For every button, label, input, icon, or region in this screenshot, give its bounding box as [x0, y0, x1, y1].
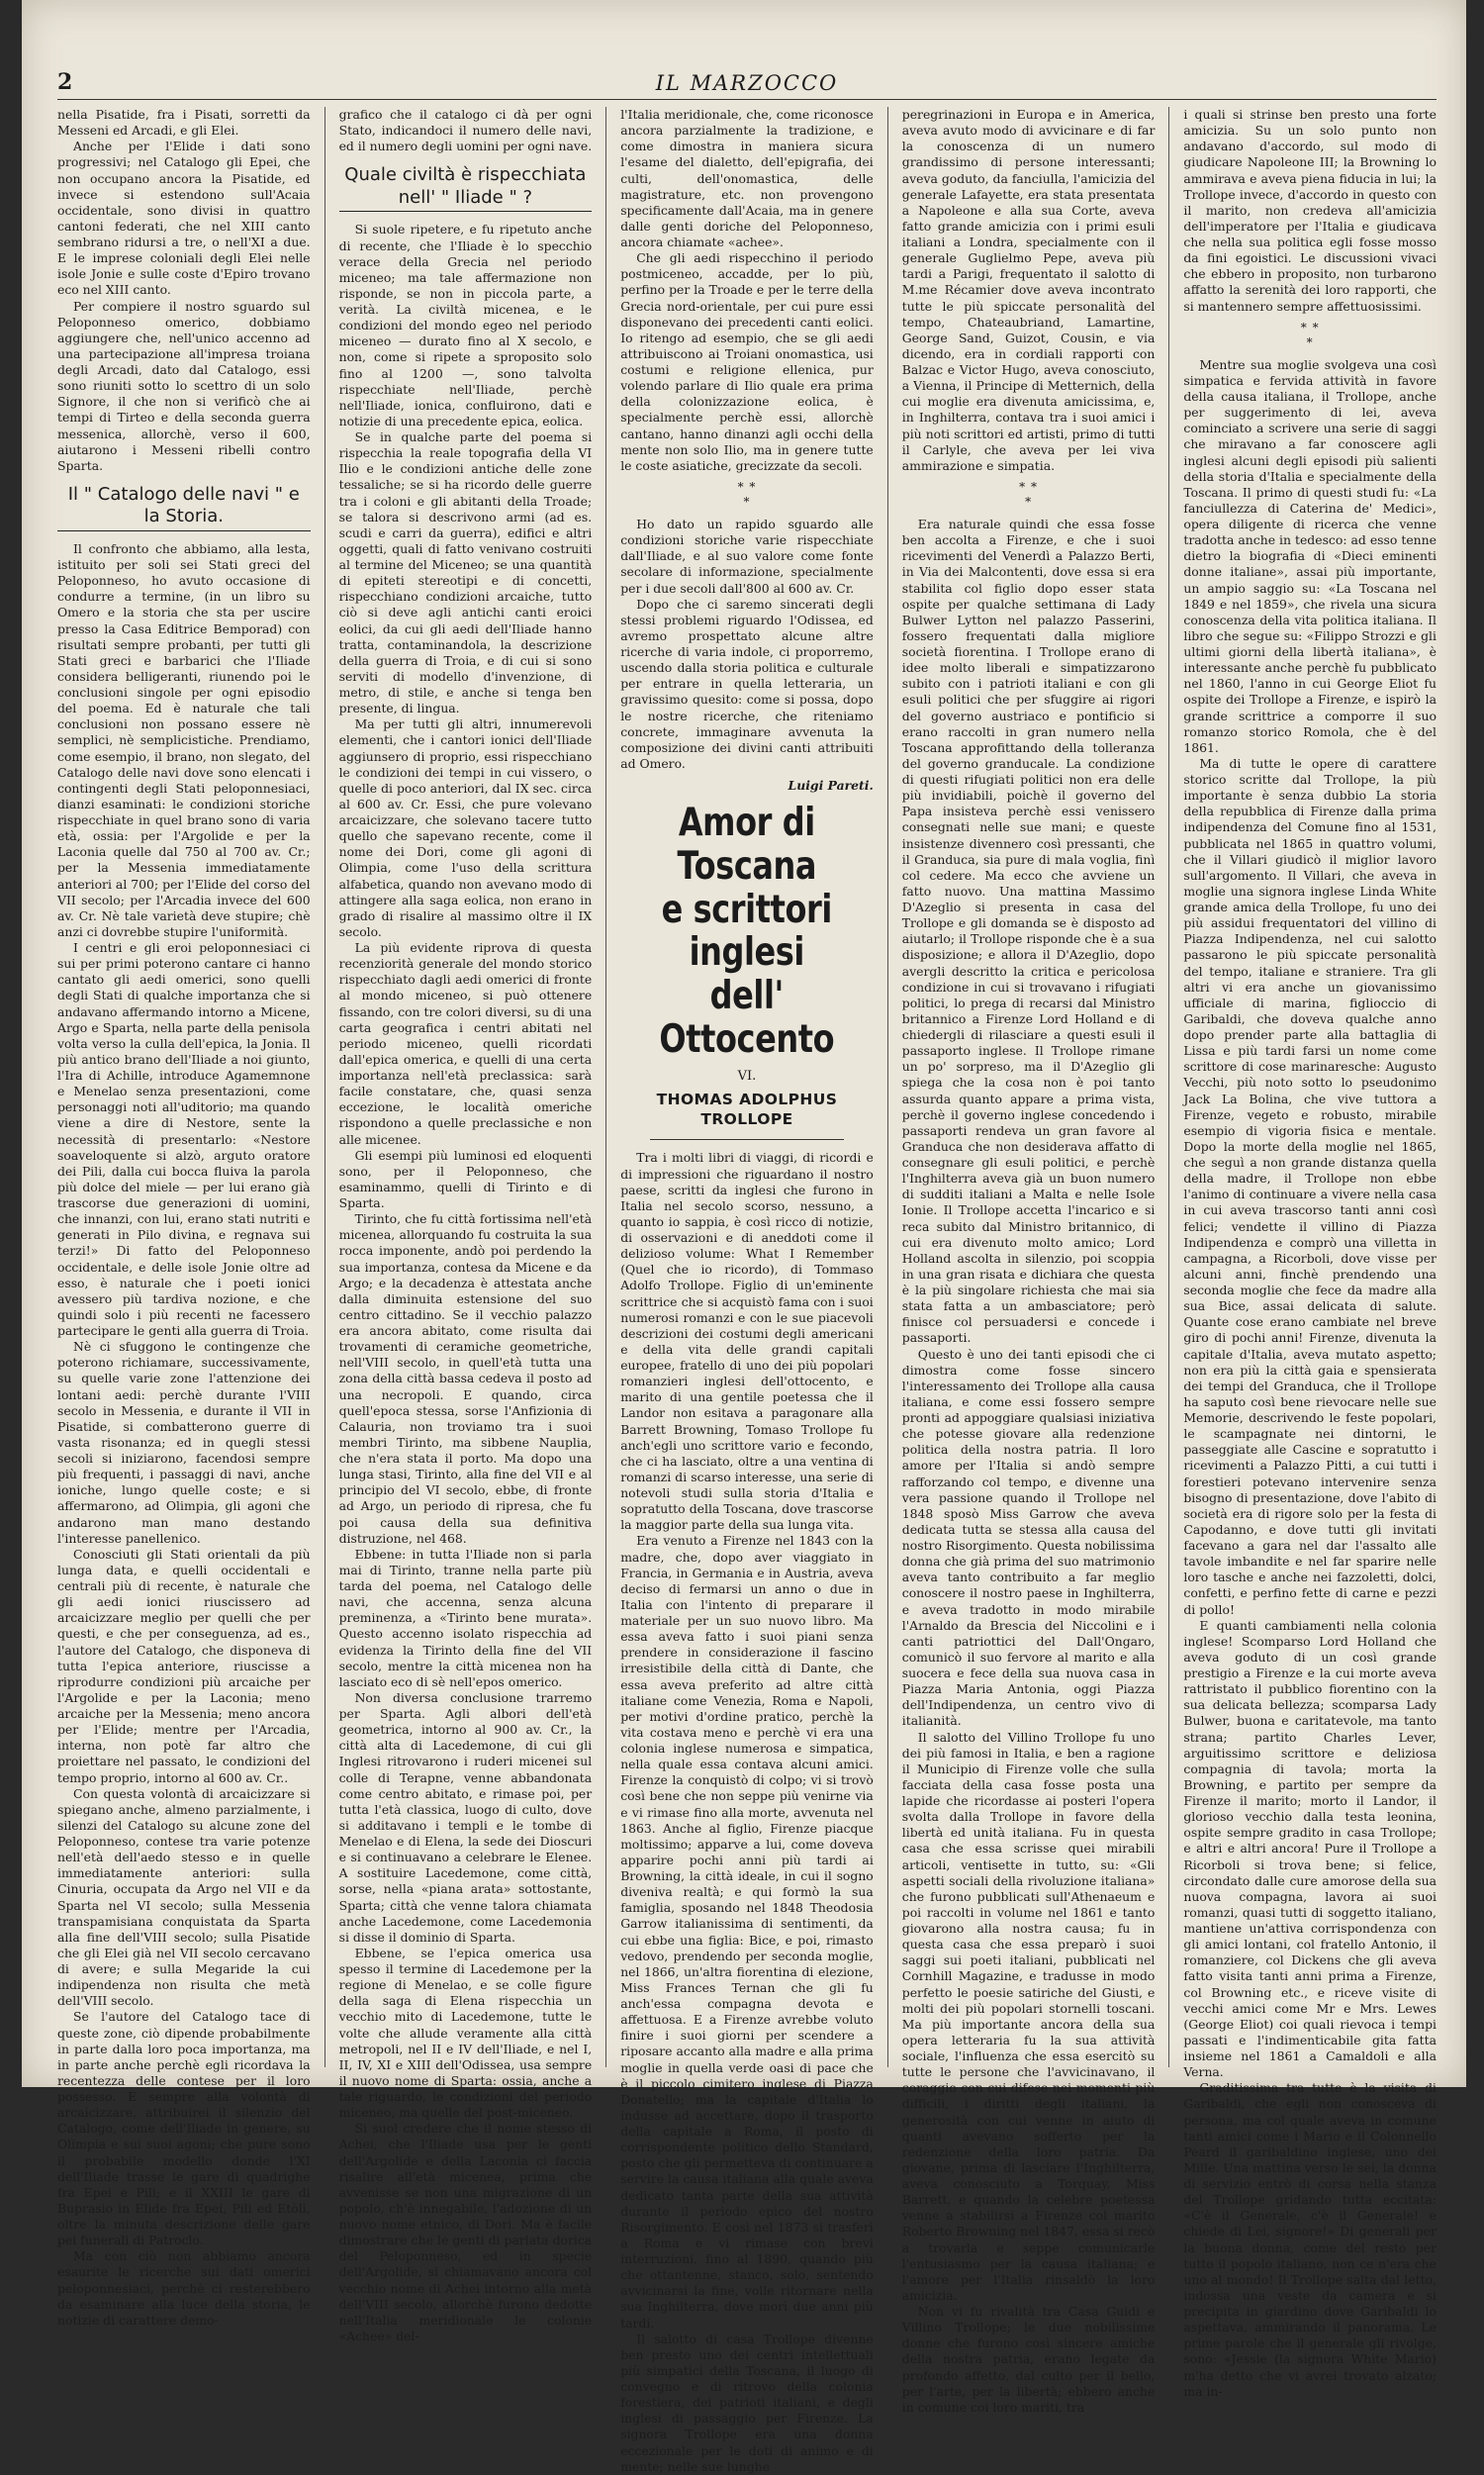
column-5: [1183, 107, 1437, 2399]
headline-line: Amor di Toscana: [677, 801, 817, 889]
paragraph: Ebbene: in tutta l'Iliade non si parla mai di Tirinto, tranne nella parte più tarda del poema, nel Catalogo delle navi, che accenna, senza alcuna preminenza, a «Tirinto bene murata». Questo accenno isolato rispecchia ad evidenza la Tirinto della fine del VII secolo, mentre la città micenea non ha lasciato eco di sè nell'epos omerico.: [338, 1546, 593, 1689]
paragraph: Questo è uno dei tanti episodi che ci dimostra come fosse sincero l'interessamento dei Trollope alla causa italiana, e come essi fossero sempre pronti ad appoggiare qualsiasi iniziativa che potesse giovare alla redenzione politica della nostra patria. Il loro amore per l'Italia si andò sempre rafforzando col tempo, e divenne una vera passione quando il Trollope nel 1848 sposò Miss Garrow che aveva dedicata tutta se stessa alla causa del nostro Risorgimento. Questa nobilissima donna che già prima del suo matrimonio aveva tanto contribuito a far meglio conoscere il nostro paese in Inghilterra, e aveva tradotto in modo mirabile l'Arnaldo da Brescia del Niccolini e i canti patriottici del Dall'Ongaro, comunicò il suo fervore al marito e alla suocera e fece della sua nuova casa in Piazza Maria Antonia, oggi Piazza dell'Indipendenza, un centro vivo di italianità.: [901, 1346, 1156, 1729]
paragraph: Ebbene, se l'epica omerica usa spesso il termine di Lacedemone per la regione di Menelao, e se colle figure della saga di Elena rispecchia un vecchio mito di Lacedemone, tutte le volte che allude veramente alla città metropoli, nel II e IV dell'Iliade, e nel I, II, IV, XI e XIII dell'Odissea, usa sempre il nuovo nome di Sparta: ossia, anche a tale riguardo, le condizioni del periodo miceneo, ma quelle del post-miceneo.: [338, 1945, 593, 2121]
section-heading: [339, 164, 593, 212]
headline-line: dell' Ottocento: [659, 973, 835, 1062]
paragraph: Ma con ciò non abbiamo ancora esaurite le ricerche sui dati omerici peloponnesiaci, perchè ci resterebbero da esaminare alla luce della storia, le notizie di carattere demo-: [57, 2248, 311, 2328]
section-separator-icon: * * *: [1300, 320, 1320, 350]
paragraph: Mentre sua moglie svolgeva una così simpatica e fervida attività in favore della causa italiana, il Trollope, anche per suggerimento di lei, aveva cominciato a scrivere una serie di saggi che miravano a far conoscere agli inglesi alcuni degli episodi più salienti della storia d'Italia e specialmente della Toscana. Il primo di questi studi fu: «La fanciullezza di Caterina de' Medici», opera diligente di ricerca che venne tradotta anche in tedesco: ad esso tenne dietro la biografia di «Dieci eminenti donne italiane», assai più importante, un ampio saggio su: «La Toscana nel 1849 e nel 1859», che rivela una sicura conoscenza della vita politica italiana. Il libro che segue su: «Filippo Strozzi e gli ultimi giorni della libertà italiana», è interessante anche perchè fu pubblicato nel 1860, l'anno in cui George Eliot fu ospite dei Trollope a Firenze, e ispirò la grande scrittrice a comporre il suo romanzo storico Romola, che è del 1861.: [1183, 356, 1437, 755]
paragraph: Il confronto che abbiamo, alla lesta, istituito per soli sei Stati greci del Peloponneso, ho avuto occasione di condurre a termine, (in un libro su Omero e la storia che sta per uscire presso la Casa Editrice Bemporad) con risultati sempre probanti, per tutti gli Stati greci e barbarici che l'Iliade considera belligeranti, riunendo poi le conclusioni singole per ogni episodio del poema. Ed è naturale che tali conclusioni non possano essere nè semplici, nè semplicistiche. Prendiamo, come esempio, il brano, non slegato, del Catalogo delle navi dove sono elencati i contingenti degli Stati peloponnesiaci, dianzi esaminati: le condizioni storiche rispecchiate in quel brano sono di varia età, ossia: per l'Argolide e per la Laconia quelle dal 750 al 700 av. Cr.; per la Messenia immediatamente anteriori al 700; per l'Elide del corso del VII secolo; per l'Arcadia invece del 600 av. Cr. Nè tale varietà deve stupire; chè anzi ci dovrebbe stupire l'uniformità.: [57, 540, 311, 939]
newspaper-title: IL MARZOCCO: [655, 71, 839, 95]
article-columns: [57, 107, 1437, 2474]
paragraph: i quali si strinse ben presto una forte amicizia. Su un solo punto non andavano d'accordo, sul modo di giudicare Napoleone III; la Browning lo ammirava e aveva piena fiducia in lui; la Trollope invece, d'accordo in questo con il marito, non credeva all'amicizia dell'imperatore per l'Italia e giudicava che nella sua politica egli fosse mosso da fini egoistici. Le discussioni vivaci che ebbero in proposito, non turbarono affatto la serenità dei loro rapporti, che si mantennero sempre affettuosissimi.: [1183, 107, 1437, 314]
column-divider: [1168, 107, 1169, 2067]
paragraph: Se l'autore del Catalogo tace di queste zone, ciò dipende probabilmente in parte dalla loro poca importanza, ma in parte anche perchè egli ricordava la recentezza delle contese per il loro possesso. E sempre alla volontà di arcaicizzare, attribuirei il silenzio del Catalogo, come dell'Iliade in genere, su Olimpia e sui suoi agoni; che pure sono il probabile modello donde l'XI dell'Iliade trasse le gare di quadrighe fra Epei e Pili; e il XXIII le gare di Buprasio in Elide fra Epei, Pili ed Etòli, oltre la minuta descrizione delle gare pei funerali di Patroclo.: [57, 2009, 311, 2248]
paragraph: nella Pisatide, fra i Pisati, sorretti da Messeni ed Arcadi, e gli Elei.: [57, 107, 311, 139]
paragraph: Anche per l'Elide i dati sono progressivi; nel Catalogo gli Epei, che non occupano ancora la Pisatide, ed invece si estendono sull'Acaia occidentale, sono divisi in quattro cantoni federati, che nel XIII canto sembrano ridursi a tre, o nell'XI a due. E le imprese coloniali degli Elei nelle isole Jonie e sulle coste d'Epiro trovano eco nel XIII canto.: [57, 139, 311, 298]
column-3: [620, 107, 874, 2474]
headline-line: e scrittori inglesi: [661, 887, 833, 976]
paragraph: Che gli aedi rispecchino il periodo postmiceneo, accadde, per lo più, perfino per la Troade e per le terre della Grecia nord-orientale, per cui pure essi disponevano dei precedenti canti eolici. Io ritengo ad esempio, che se gli aedi attribuiscono ai Troiani onomastica, usi costumi e religione ellenica, pur volendo parlare di Ilio quale era prima della colonizzazione eolica, è specialmente perchè essi, allorchè cantano, hanno dinanzi agli occhi della mente non solo Ilio, ma in genere tutte le coste asiatiche, grecizzate da secoli.: [620, 250, 874, 473]
paragraph: Il salotto del Villino Trollope fu uno dei più famosi in Italia, e ben a ragione il Municipio di Firenze volle che sulla facciata della casa fosse posta una lapide che ricordasse ai posteri l'opera svolta dalla Trollope in favore della libertà ed unità italiana. Fu in questa casa che essa scrisse quei mirabili articoli, ventisette in tutto, su: «Gli aspetti sociali della rivoluzione italiana» che furono pubblicati sull'Athenaeum e poi raccolti in volume nel 1861 e tanto giovarono alla nostra causa; fu in questa casa che essa preparò i suoi saggi sui poeti italiani, pubblicati nel Cornhill Magazine, e tradusse in modo perfetto le poesie satiriche del Giusti, e molti dei più popolari stornelli toscani. Ma più importante ancora della sua opera letteraria fu la sua attività sociale, l'influenza che essa esercitò su tutte le persone che l'avvicinavano, il coraggio con cui difese nei momenti più difficili, i diritti degli italiani, la generosità con cui venne in aiuto di quanti avevano sofferto per la redenzione della loro patria. Da giovane, prima di lasciare l'Inghilterra, aveva conosciuto a Torquay, Miss Barrett, e quando la celebre poetessa venne a stabilirsi a Firenze col marito Roberto Browning nel 1847, essa si recò a trovarla e seppe comunicarle l'entusiasmo per la causa italiana; e l'amore per l'Italia rinsaldò la loro amicizia.: [901, 1729, 1156, 2303]
paragraph: Gli esempi più luminosi ed eloquenti sono, per il Peloponneso, che esaminammo, quelli di Tirinto e di Sparta.: [338, 1147, 593, 1210]
column-2: [338, 107, 593, 2343]
paragraph: Ho dato un rapido sguardo alle condizioni storiche varie rispecchiate dall'Iliade, e al suo valore come fonte secolare di informazione, specialmente per i due secoli dall'800 al 600 av. Cr.: [620, 517, 874, 596]
section-separator-icon: * * *: [737, 479, 757, 510]
paragraph: Tirinto, che fu città fortissima nell'età micenea, allorquando fu costruita la sua rocca imponente, andò poi perdendo la sua importanza, contesa da Micene e da Argo; e la decadenza è attestata anche dalla diminuita estensione del suo centro cittadino. Se il vecchio palazzo era ancora abitato, come risulta dai trovamenti di ceramiche geometriche, nell'VIII secolo, in quell'età tutta una zona della città bassa cedeva il posto ad una necropoli. E quando, circa quell'epoca stessa, sorse l'Anfizionia di Calauria, non troviamo tra i suoi membri Tirinto, ma sibbene Nauplia, che n'era stata il porto. Ma dopo una lunga stasi, Tirinto, alla fine del VII e al principio del VI secolo, ebbe, di fronte ad Argo, un periodo di ripresa, che fu poi causa della sua definitiva distruzione, nel 468.: [338, 1211, 593, 1546]
paragraph: Tra i molti libri di viaggi, di ricordi e di impressioni che riguardano il nostro paese, scritti da inglesi che furono in Italia nel secolo scorso, nessuno, a quanto io sappia, è così ricco di notizie, di osservazioni e di aneddoti come il delizioso volume: What I Remember (Quel che io ricordo), di Tommaso Adolfo Trollope. Figlio di un'eminente scrittrice che si acquistò fama con i suoi numerosi romanzi e con le sue piacevoli descrizioni dei costumi degli americani e della vita delle grandi capitali europee, fratello di uno dei più popolari romanzieri inglesi dell'ottocento, e marito di una gentile poetessa che il Landor non esitava a paragonare alla Barrett Browning, Tomaso Trollope fu anch'egli uno scrittore vario e fecondo, che ci ha lasciato, oltre a una ventina di romanzi di scarso interesse, una serie di notevoli studi sulla storia d'Italia e sopratutto della Toscana, dove trascorse la maggior parte della sua lunga vita.: [620, 1150, 874, 1533]
paragraph: Era venuto a Firenze nel 1843 con la madre, che, dopo aver viaggiato in Francia, in Germania e in Austria, aveva deciso di fermarsi un anno o due in Italia con l'intento di preparare il materiale per un suo nuovo libro. Ma essa aveva fatto i suoi piani senza prendere in considerazione il fascino irresistibile della città di Dante, che essa aveva preferito ad altre città italiane come Venezia, Roma e Napoli, per motivi d'ordine pratico, perchè la vita costava meno e perchè vi era una colonia inglese numerosa e simpatica, nella quale essa contava alcuni amici. Firenze la conquistò di colpo; vi si trovò così bene che non seppe più venirne via e vi rimase fino alla morte, avvenuta nel 1863. Anche al figlio, Firenze piacque moltissimo; apparve a lui, come doveva apparire pochi anni più tardi ai Browning, la città ideale, in cui il sogno diveniva realtà; e qui formò la sua famiglia, sposando nel 1848 Theodosia Garrow italianissima di sentimenti, da cui ebbe una figlia: Bice, e poi, rimasto vedovo, prendendo per seconda moglie, nel 1866, un'altra fiorentina di elezione, Miss Frances Ternan che gli fu anch'essa compagna devota e affettuosa. E a Firenze avrebbe voluto finire i suoi giorni per scendere a riposare accanto alla madre e alla prima moglie in quella verde oasi di pace che è il piccolo cimitero inglese di Piazza Donatello; ma la capitale d'Italia lo indusse ad accettare, dopo il trasporto della capitale a Roma, il posto di corrispondente politico dello Standard, posto che gli permetteva di continuare a servire la causa italiana alla quale aveva dedicato tanta parte della sua attività durante il periodo epico del nostro Risorgimento. E così nel 1873 si trasferì a Roma e vi rimase con brevi interruzioni, fino al 1890, quando più che ottantenne, stanco, solo, sentendo avvicinarsi la fine, volle ritornare nella sua Inghilterra, dove morì due anni più tardi.: [620, 1533, 874, 2331]
paragraph: Ma per tutti gli altri, innumerevoli elementi, che i cantori ionici dell'Iliade aggiunsero di proprio, essi rispecchiano le condizioni dei tempi in cui vissero, o quelle di poco anteriori, dal IX sec. circa al 600 av. Cr. Essi, che pure volevano arcaicizzare, che solevano tacere tutto quello che sapevano recente, come il nome dei Dori, come gli agoni di Olimpia, come l'uso della scrittura alfabetica, quando non avevano modo di attingere alla saga eolica, non erano in grado di risalire al massimo oltre il IX secolo.: [338, 716, 593, 939]
section-heading-text: Quale civiltà è rispecchiata nell' " Iliade " ?: [339, 164, 593, 212]
column-divider: [887, 107, 888, 2067]
headline-rule: [650, 1139, 844, 1140]
paragraph: Si suole ripetere, e fu ripetuto anche di recente, che l'Iliade è lo specchio verace della Grecia nel periodo miceneo; ma tale affermazione non risponde, se non in piccola parte, a verità. La civiltà micenea, e le condizioni del mondo egeo nel periodo miceneo — durato fino al X secolo, e non, come si ripete a sproposito solo fino al 1200 —, sono talvolta rispecchiate nell'Iliade, perchè nell'Iliade, ionica, confluirono, dati e notizie di una precedente epica, eolica.: [338, 222, 593, 428]
paragraph: Conosciuti gli Stati orientali da più lunga data, e quelli occidentali e centrali più di recente, è naturale che gli aedi ionici riuscissero ad arcaicizzare meglio per quelli che per questi, e che per conseguenza, ad es., l'autore del Catalogo, che disponeva di tutta l'epica anteriore, riuscisse a riprodurre condizioni più arcaiche per l'Argolide e per la Laconia; meno arcaiche per la Messenia; meno ancora per l'Elide; mentre per l'Arcadia, interna, non potè far altro che proiettare nel passato, le condizioni del tempo proprio, intorno al 600 av. Cr..: [57, 1546, 311, 1785]
paragraph: Ma di tutte le opere di carattere storico scritte dal Trollope, la più importante è senza dubbio La storia della repubblica di Firenze dalla prima indipendenza del Comune fino al 1531, pubblicata nel 1865 in quattro volumi, che il Villari giudicò il miglior lavoro sull'argomento. Il Villari, che aveva in moglie una signora inglese Linda White grande amica della Trollope, fu uno dei più assidui frequentatori del villino di Piazza Indipendenza, nel cui salotto passarono le più spiccate personalità del tempo, italiane e straniere. Tra gli altri vi era anche un giovanissimo ufficiale di marina, figlioccio di Garibaldi, che doveva qualche anno dopo prender parte alla battaglia di Lissa e più tardi farsi un nome come scrittore di cose marinaresche: Augusto Vecchi, più noto sotto lo pseudonimo Jack La Bolina, che vive tuttora a Firenze, vegeto e robusto, mirabile esempio di vigoria fisica e mentale. Dopo la morte della moglie nel 1865, che seguì a non grande distanza quella della madre, il Trollope non ebbe l'animo di continuare a vivere nella casa in cui aveva trascorso tanti anni così felici; vendette il villino di Piazza Indipendenza e comprò una villetta in campagna, a Ricorboli, dove visse per alcuni anni, finchè prendendo una seconda moglie che fece da madre alla sua Bice, assai delicata di salute. Quante cose erano cambiate nel breve giro di pochi anni! Firenze, divenuta la capitale d'Italia, aveva mutato aspetto; non era più la città gaia e spensierata dei tempi del Granduca, che il Trollope ha saputo così bene rievocare nelle sue Memorie, descrivendo le feste popolari, le scampagnate nei dintorni, le passeggiate alle Cascine e sopratutto i ricevimenti a Palazzo Pitti, a cui tutti i forestieri potevano intervenire senza bisogno di presentazione, dove l'abito di società era di rigore solo per la festa di Capodanno, e dove tutti gli invitati facevano a gara nel dar l'assalto alle tavole imbandite e nel far sparire nelle loro tasche e anche nei fazzoletti, dolci, confetti, e perfino fette di carne e pezzi di pollo!: [1183, 755, 1437, 1617]
paragraph: Non diversa conclusione trarremo per Sparta. Agli albori dell'età geometrica, intorno al 900 av. Cr., la città alta di Lacedemone, di cui gli Inglesi ritrovarono i ruderi micenei sul colle di Terapne, venne abbandonata come centro abitato, e rimase poi, per tutta l'età classica, luogo di culto, dove si additavano i templi e le tombe di Menelao e di Elena, la sede dei Dioscuri e si continuavano a celebrare le Elenee. A sostituire Lacedemone, come città, sorse, nella «piana arata» sottostante, Sparta; città che venne talora chiamata anche Lacedemone, come Lacedemonia si disse il dominio di Sparta.: [338, 1689, 593, 1945]
section-heading: [57, 484, 311, 531]
newspaper-page: [22, 0, 1466, 2474]
paragraph: Con questa volontà di arcaicizzare si spiegano anche, almeno parzialmente, i silenzi del Catalogo su alcune zone del Peloponneso, contese tra varie potenze nell'età dell'aedo stesso e in quelle immediatamente anteriori: sulla Cinuria, occupata da Argo nel VII e da Sparta nel VI secolo; sulla Messenia transpamisiana conquistata da Sparta alla fine dell'VIII secolo; sulla Pisatide che gli Elei già nel VII secolo cercavano di avere; e sulla Megaride la cui indipendenza non risulta che metà dell'VIII secolo.: [57, 1785, 311, 2009]
author-signature: Luigi Pareti.: [788, 778, 874, 794]
paragraph: l'Italia meridionale, che, come riconosce ancora parzialmente la tradizione, e come dimostra in maniera sicura l'esame del dialetto, dell'epigrafia, dei culti, dell'onomastica, delle magistrature, etc. non provengono specificamente dall'Acaia, ma in genere dalle genti doriche del Peloponneso, ancora chiamate «achee».: [620, 107, 874, 249]
paragraph: Era naturale quindi che essa fosse ben accolta a Firenze, e che i suoi ricevimenti del Venerdì a Palazzo Berti, in Via dei Malcontenti, dove essa si era stabilita col figlio dopo esser stata ospite per qualche settimana di Lady Bulwer Lytton nel palazzo Passerini, fossero frequentati dalla migliore società fiorentina. I Trollope erano di idee molto liberali e simpatizzarono subito con i patrioti italiani e con gli esuli politici che per sfuggire ai rigori del governo austriaco e pontificio si erano raccolti in gran numero nella Toscana approfittando della tolleranza del governo granducale. La condizione di questi rifugiati politici non era delle più invidiabili, poichè il governo del Papa insisteva perchè essi venissero consegnati nelle sue mani; e queste insistenze divennero così pressanti, che il Granduca, sia pure di mala voglia, finì col cedere. Ma ecco che avviene un fatto nuovo. Una mattina Massimo D'Azeglio si presenta in casa del Trollope e gli domanda se è disposto ad aiutarlo; il Trollope risponde che è a sua disposizione; e allora il D'Azeglio, dopo avergli descritto la critica e pericolosa condizione in cui si trovavano i rifugiati politici, lo prega di recarsi dal Ministro britannico a Firenze Lord Holland e di chiedergli di rilasciare a questi esuli il passaporto inglese. Il Trollope rimane un po' sorpreso, ma il D'Azeglio gli spiega che la cosa non è poi tanto assurda quanto appare a prima vista, perchè il governo inglese concedendo i passaporti rendeva un gran favore al Granduca che non desiderava affatto di consegnare gli esuli politici, e perchè l'Inghilterra aveva già un buon numero di sudditi italiani a Malta e nelle Isole Ionie. Il Trollope accetta l'incarico e si reca subito dal Ministro britannico, di cui era divenuto molto amico; Lord Holland ascolta in silenzio, poi scoppia in una gran risata e dichiara che questa è la più singolare richiesta che mai sia stata fatta a un ambasciatore; però finisce col persuadersi e concede i passaporti.: [901, 517, 1156, 1346]
section-heading-text: Il " Catalogo delle navi " e la Storia.: [57, 484, 311, 531]
paragraph: Graditissima tra tutte è la visita di Garibaldi, che egli non conosceva di persona, ma col quale aveva in comune tanti amici come i Mario e il Colonnello Peard il garibaldino inglese, uno dei Mille. Una mattina verso le sei, la donna di servizio entrò di corsa nella stanza del Trollope gridando tutta eccitata: «C'è il Generale, c'è il Generale! e chiede di Lei, signore!» Di generali per la buona donna, come del resto per tutto il popolo italiano, non ce n'era che uno al mondo! Il Trollope salta dal letto, indossa una veste da camera e si precipita in giardino dove Garibaldi lo aspettava, ammirando il panorama. Le prime parole che il generale gli rivolge, sono: «Jessie (la signora White Mario) m'ha detto che vi avrei trovato alzato; ma in-: [1183, 2080, 1437, 2399]
paragraph: Se in qualche parte del poema si rispecchia la reale topografia della VI Ilio e le condizioni antiche delle zone tessaliche; se si ha ricordo delle guerre tra i coloni e gli abitanti della Troade; se talora si descrivono armi (ad es. scudi e carri da guerra), edifici e altri oggetti, quali di fatto venivano costruiti al termine del Miceneo; se una quantità di epiteti stereotipi e di concetti, rispecchiano condizioni arcaiche, tutto ciò si deve agli antichi canti eroici eolici, da cui gli aedi dell'Iliade hanno tratta, contaminandola, la descrizione della guerra di Troia, e di cui si sono serviti di modello d'invenzione, di metro, di stile, e anche si tenga ben presente, di lingua.: [338, 429, 593, 716]
series-number: VI.: [737, 1069, 757, 1085]
column-4: [901, 107, 1156, 2415]
paragraph: grafico che il catalogo ci dà per ogni Stato, indicandoci il numero delle navi, ed il numero degli uomini per ogni nave.: [338, 107, 593, 154]
page-number: 2: [57, 69, 73, 95]
article-headline: [624, 802, 871, 1061]
paragraph: Nè ci sfuggono le contingenze che poterono richiamare, successivamente, su quelle varie zone l'attenzione dei lontani aedi: perchè durante l'VIII secolo in Messenia, e durante il VII in Pisatide, si combatterono guerre di vasta risonanza; ed in quegli stessi secoli si iniziarono, facendosi sempre più frequenti, i passaggi di navi, anche ioniche, lungo quelle coste; e si affermarono, ad Olimpia, gli agoni che andarono man mano destando l'interesse panellenico.: [57, 1339, 311, 1546]
paragraph: Si suol credere che il nome stesso di Achei, che l'Iliade usa per le genti dell'Argolide e della Laconia ci faccia risalire all'età micenea, prima che avvenisse se non una migrazione di un popolo, ch'è innegabile, l'adozione di un nuovo nome etnico, di Dori. Ma è facile dimostrare che le genti di parlata dorica del Peloponneso, ed in specie dell'Argolide, si chiamavano ancora col vecchio nome di Achei intorno alla metà dell'VIII secolo, allorchè furono dedotte nell'Italia meridionale le colonie «Achee» del-: [338, 2121, 593, 2343]
paragraph: Non vi fu rivalità tra Casa Guidi e Villino Trollope; le due nobilissime donne che furono così sincere amiche della nostra patria, erano legate da profondo affetto, dal culto per il bello, per l'arte, per la libertà; ebbero anche in comune coi loro mariti, tra: [901, 2304, 1156, 2415]
article-subtitle: THOMAS ADOLPHUS TROLLOPE: [656, 1091, 838, 1129]
paragraph: peregrinazioni in Europa e in America, aveva avuto modo di avvicinare e di far la conoscenza di un numero grandissimo di persone interessanti; aveva goduto, da fanciulla, l'amicizia del generale Lafayette, era stata presentata a Napoleone e alla sua Corte, aveva fatto grande amicizia con i primi esuli italiani a Londra, specialmente con il generale Guglielmo Pepe, aveva più tardi a Parigi, frequentato il salotto di M.me Récamier dove aveva incontrato tutte le più spiccate personalità del tempo, Chateaubriand, Lamartine, George Sand, Guizot, Cousin, e via dicendo, era in cordiali rapporti con Balzac e Victor Hugo, aveva conosciuto, a Vienna, il Principe di Metternich, della cui moglie era divenuta amicissima, e, in Inghilterra, contava tra i suoi amici i più noti scrittori ed artisti, primo di tutti il Carlyle, che aveva per lei viva ammirazione e simpatia.: [901, 107, 1156, 473]
column-divider: [605, 107, 606, 2067]
paragraph: I centri e gli eroi peloponnesiaci ci sui per primi poterono cantare ci hanno cantato gli aedi omerici, sono quelli degli Stati di qualche importanza che si andavano affermando intorno a Micene, Argo e Sparta, nella parte della penisola volta verso la culla dell'epica, la Jonia. Il più antico brano dell'Iliade a noi giunto, l'Ira di Achille, introduce Agamemnone e Menelao senza presentazioni, come personaggi noti all'uditorio; ma quando viene a dire di Nestore, sente la necessità di presentarlo: «Nestore soaveloquente si alzò, arguto oratore dei Pili, dalla cui bocca fluiva la parola più dolce del miele — per lui erano già trascorse due generazioni di uomini, che innanzi, con lui, erano stati nutriti e generati in Pilo divina, e regnava sui terzi!» Di fatto del Peloponneso occidentale, e delle isole Jonie oltre ad esso, è naturale che i poeti ionici avessero più tardiva nozione, e che quindi solo i più recenti ne facessero partecipare le genti alla guerra di Troia.: [57, 940, 311, 1338]
paragraph: Per compiere il nostro sguardo sul Peloponneso omerico, dobbiamo aggiungere che, nell'unico accenno ad una partecipazione all'impresa troiana degli Arcadi, dato dal Catalogo, essi sono riuniti sotto lo scettro di un solo Signore, il che non si verificò che ai tempi di Tirteo e della seconda guerra messenica, allorchè, verso il 600, aiutarono i Messeni ribelli contro Sparta.: [57, 298, 311, 473]
paragraph: Il salotto di casa Trollope divenne ben presto uno dei centri intellettuali più simpatici della Toscana, il luogo di convegno e di ritrovo della colonia forestiera, dei patrioti italiani, e degli inglesi di passaggio per Firenze. La signora Trollope era una donna eccezionale per le doti di animo e di mente; nelle sue lunghe: [620, 2331, 874, 2474]
paragraph: Dopo che ci saremo sincerati degli stessi problemi riguardo l'Odissea, ed avremo prospettato alcune altre ricerche di varia indole, ci proporremo, uscendo dalla storia politica e culturale per entrare in quella letteraria, un gravissimo quesito: come si possa, dopo le nostre ricerche, che riteniamo concrete, immaginare avvenuta la composizione dei divini canti attribuiti ad Omero.: [620, 596, 874, 771]
paragraph: E quanti cambiamenti nella colonia inglese! Scomparso Lord Holland che aveva goduto di un così grande prestigio a Firenze e la cui morte aveva rattristato il pubblico fiorentino con la sua delicata bellezza; scomparsa Lady Bulwer, buona e caritatevole, ma tanto strana; partito Charles Lever, arguitissimo scrittore e deliziosa compagnia di tavola; morta la Browning, e partito per sempre da Firenze il marito; morto il Landor, il glorioso vecchio dalla testa leonina, ospite sempre gradito in casa Trollope; e altri e altri ancora! Pure il Trollope a Ricorboli si trova bene; si felice, circondato dalle cure amorose della sua nuova compagna, lavora ai suoi romanzi, quasi tutti di soggetto italiano, mantiene un'attiva corrispondenza con gli amici lontani, col fratello Antonio, il romanziere, col Dickens che gli aveva fatto visita tanti anni prima a Firenze, col Browning etc., e riceve visite di vecchi amici come Mr e Mrs. Lewes (George Eliot) coi quali rievoca i tempi passati e l'indimenticabile gita fatta insieme nel 1861 a Camaldoli e alla Verna.: [1183, 1617, 1437, 2080]
section-separator-icon: * * *: [1019, 479, 1038, 510]
paragraph: La più evidente riprova di questa recenziorità generale del mondo storico rispecchiato dagli aedi omerici di fronte al mondo miceneo, si può ottenere fissando, con tre colori diversi, su di una carta geografica i centri abitati nel periodo miceneo, quelli ricordati dall'epica omerica, e quelli di una certa importanza nell'età preclassica: sarà facile constatare, che, quasi senza eccezione, le località omeriche rispondono a quelle preclassiche e non alle micenee.: [338, 940, 593, 1147]
column-1: [57, 107, 311, 2328]
running-header: [57, 71, 1437, 100]
